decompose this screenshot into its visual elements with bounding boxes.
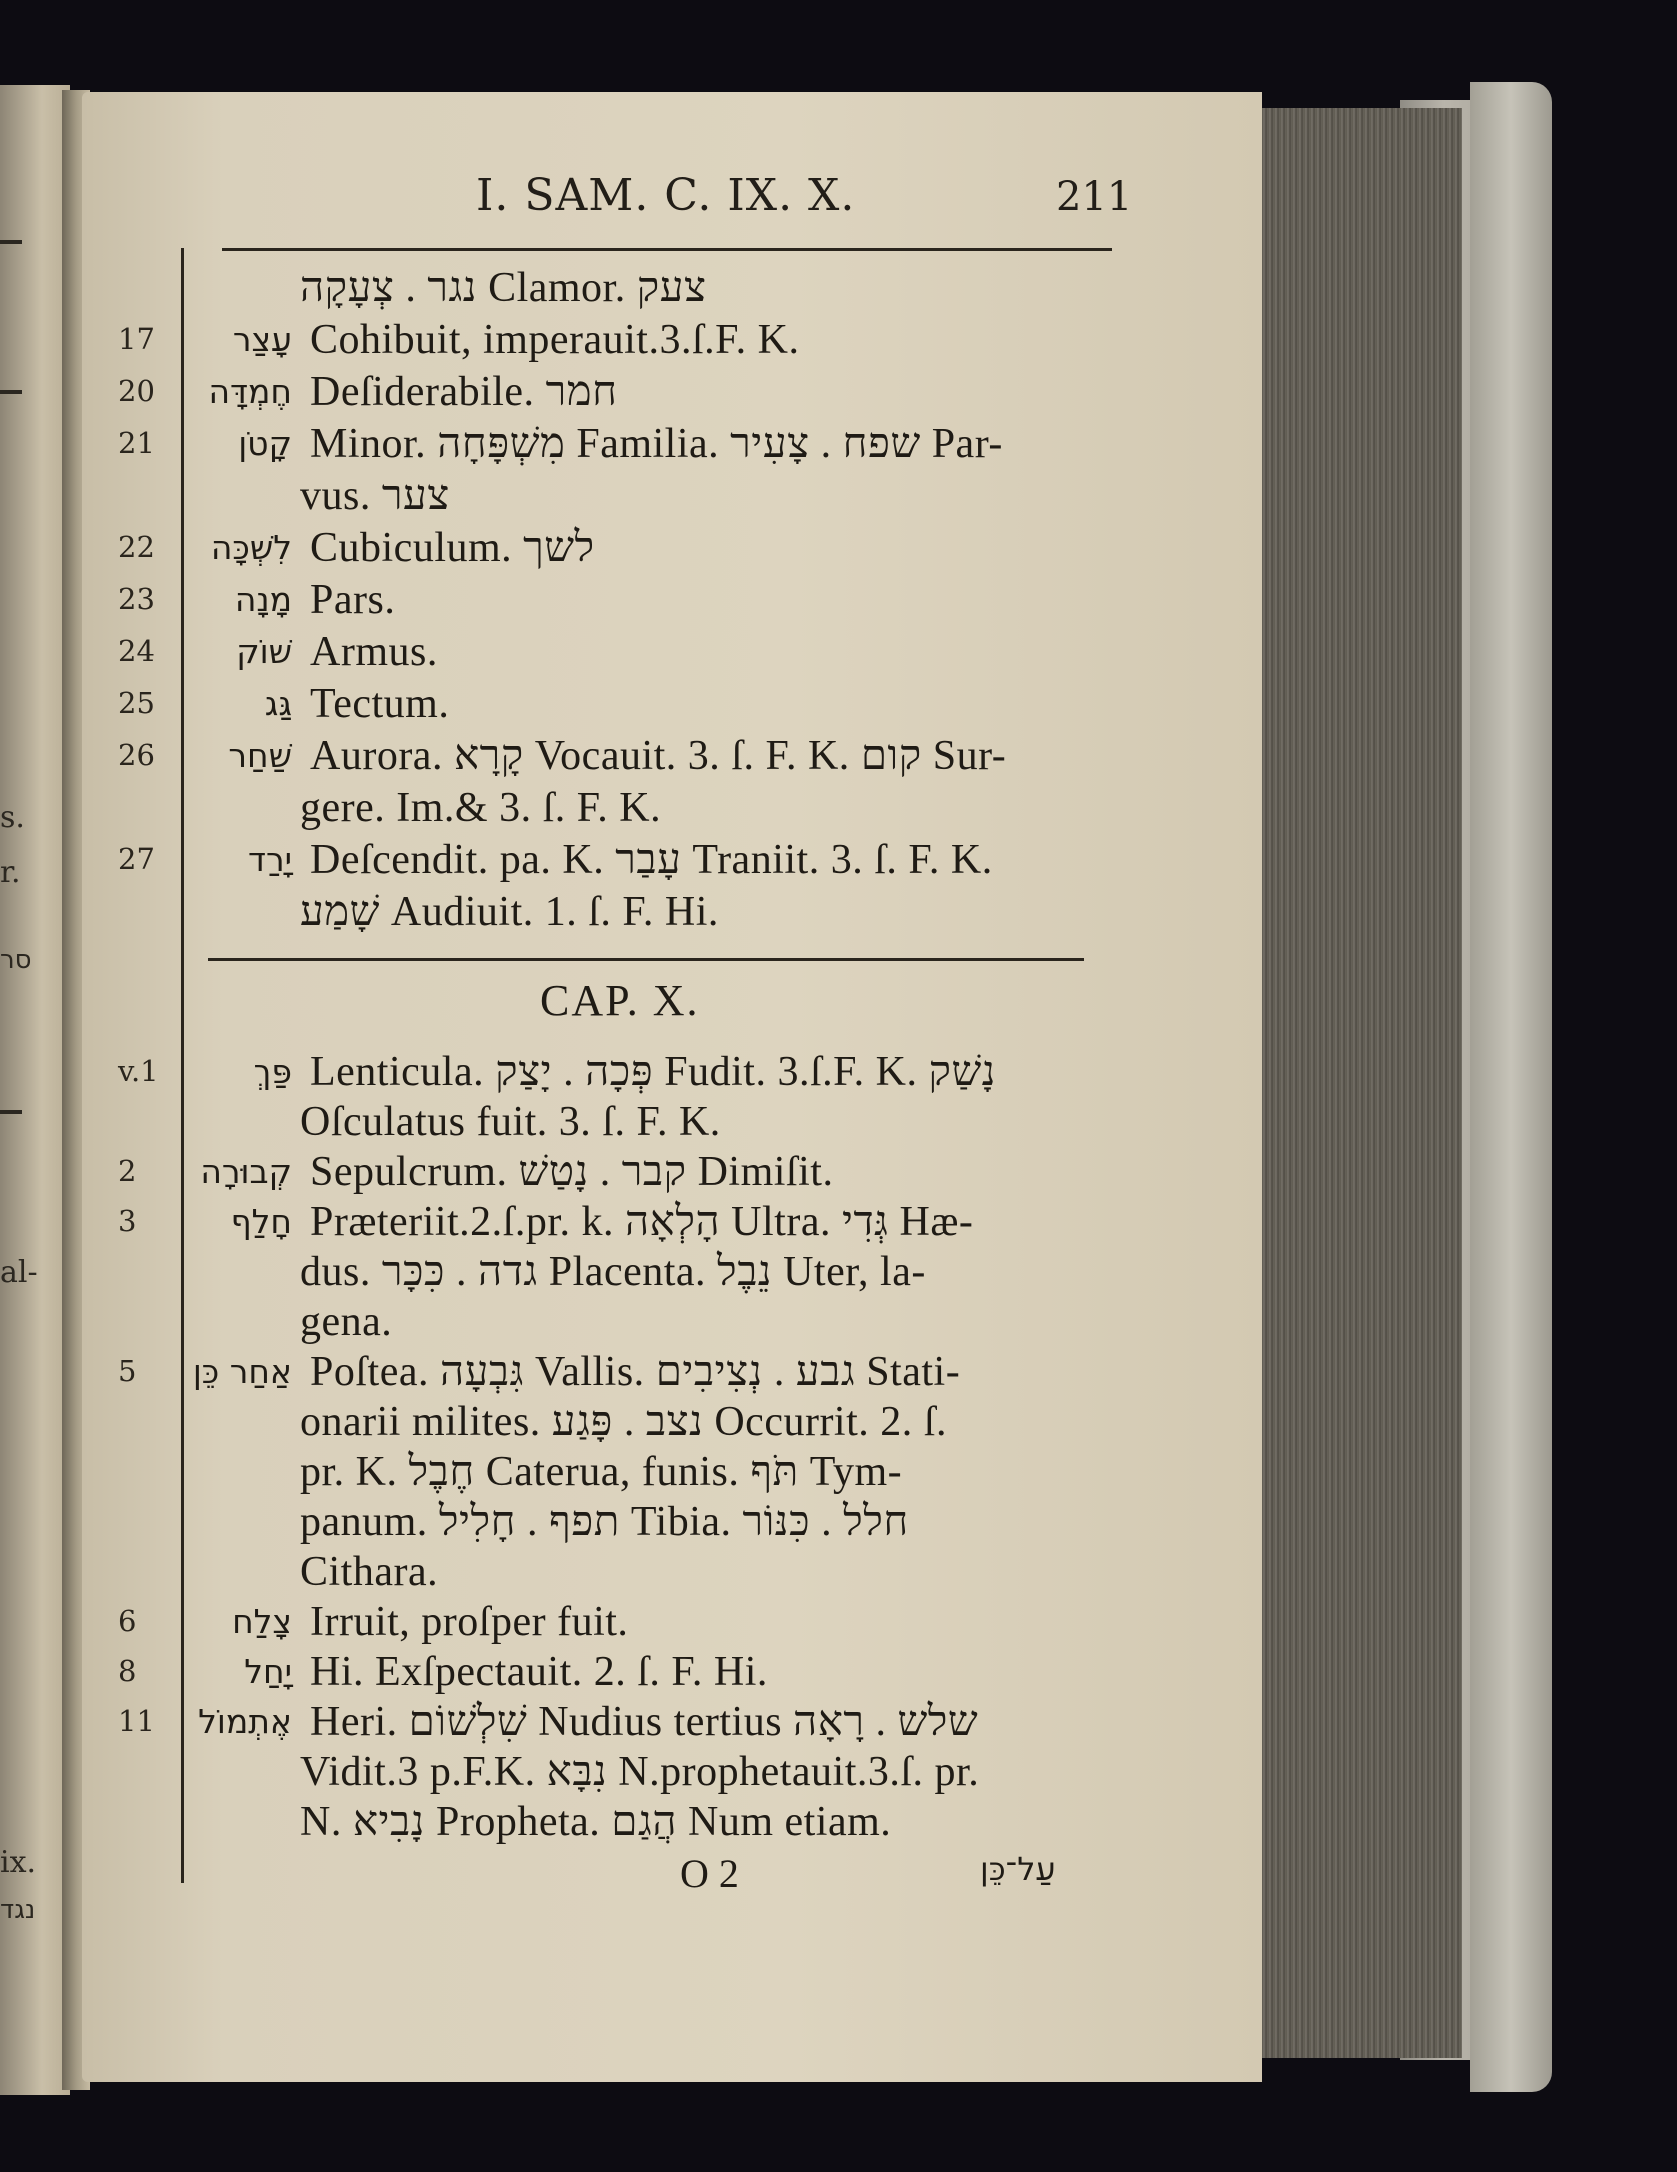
hebrew-headword: לִשְׁכָּה <box>210 528 292 567</box>
verse-number: 20 <box>118 374 155 408</box>
gloss-line: Vidit.3 p.F.K. נִבָּא N.prophetauit.3.ſ. pr. <box>300 1749 980 1795</box>
hebrew-headword: חָלַף <box>230 1202 292 1241</box>
verse-number: 22 <box>118 530 155 564</box>
verse-number: 26 <box>118 738 155 772</box>
hebrew-headword: קָטֹן <box>238 424 292 463</box>
verse-number: v.1 <box>118 1054 159 1088</box>
gloss-line: Heri. שִׁלְשׁוֹם Nudius tertius שלש . רָאָה <box>310 1699 979 1745</box>
header-rule <box>222 248 1112 251</box>
gloss-line: onarii milites. נצב . פָּגַע Occurrit. 2. ſ. <box>300 1399 947 1445</box>
gloss-line: vus. צער <box>300 473 450 519</box>
verse-number: 8 <box>118 1654 137 1688</box>
gloss-line: Cithara. <box>300 1549 439 1595</box>
hebrew-headword: שׁוֹק <box>236 632 292 671</box>
page-block-edges <box>1262 108 1462 2058</box>
gloss-line: Irruit, proſper fuit. <box>310 1599 629 1645</box>
gloss-line: Deſcendit. pa. K. עָבַר Traniit. 3. ſ. F. K. <box>310 837 993 883</box>
hebrew-headword: גַּג <box>264 684 292 723</box>
page-number: 211 <box>1056 174 1133 220</box>
gloss-line: Lenticula. פְּכָה . יָצַק Fudit. 3.ſ.F. K. נָשַׁק <box>310 1049 996 1095</box>
gloss-line: Aurora. קָרָא Vocauit. 3. ſ. F. K. קום Sur- <box>310 733 1007 779</box>
facing-page-fragment: סר <box>0 945 32 975</box>
verse-number: 6 <box>118 1604 137 1638</box>
facing-page-fragment: al- <box>0 1255 38 1290</box>
facing-page-fragment: ix. <box>0 1845 37 1880</box>
gloss-line: Oſculatus fuit. 3. ſ. F. K. <box>300 1099 721 1145</box>
verse-number: 17 <box>118 322 155 356</box>
hebrew-headword: פַּךְ <box>253 1052 292 1091</box>
hebrew-headword: יָרַד <box>247 840 292 879</box>
verse-number: 3 <box>118 1204 137 1238</box>
gloss-line: gere. Im.& 3. ſ. F. K. <box>300 785 662 831</box>
facing-page-fragment: נגד <box>0 1895 36 1925</box>
catchword: עַל־כֵּן <box>980 1850 1056 1888</box>
facing-page-fragment: r. <box>0 855 21 890</box>
hebrew-headword: עָצַר <box>232 320 292 359</box>
gloss-line: Pars. <box>310 577 396 623</box>
facing-page-rule <box>0 390 22 394</box>
hebrew-headword: יָחַל <box>244 1652 292 1691</box>
verse-number: 25 <box>118 686 155 720</box>
verse-number: 21 <box>118 426 155 460</box>
verse-number: 2 <box>118 1154 137 1188</box>
hebrew-headword: אֶתְמוֹל <box>198 1702 292 1741</box>
running-title: I. SAM. C. IX. X. <box>476 170 856 221</box>
gloss-line: שָׁמַע Audiuit. 1. ſ. F. Hi. <box>300 889 719 935</box>
gloss-line: Armus. <box>310 629 438 675</box>
hebrew-headword: צָלַח <box>232 1602 292 1641</box>
facing-page-rule <box>0 240 22 244</box>
facing-page-edge <box>0 85 70 2095</box>
hebrew-headword: קְבוּרָה <box>200 1152 292 1191</box>
facing-page-rule <box>0 1110 22 1114</box>
verse-number: 11 <box>118 1704 155 1738</box>
gloss-line: gena. <box>300 1299 393 1345</box>
hebrew-headword: חֶמְדָּה <box>208 372 292 411</box>
gloss-line: Cubiculum. לשך <box>310 525 595 571</box>
gloss-line: pr. K. חֶבֶל Caterua, funis. תֹּף Tym- <box>300 1449 903 1495</box>
gloss-line: Præteriit.2.ſ.pr. k. הָלְאָה Ultra. גְּדִי Hæ- <box>310 1199 974 1245</box>
gloss-line: N. נָבִיא Propheta. הֲגַם Num etiam. <box>300 1799 892 1845</box>
gloss-line: Tectum. <box>310 681 450 727</box>
signature-mark: O 2 <box>680 1851 739 1896</box>
verse-number: 5 <box>118 1354 137 1388</box>
gloss-line: Sepulcrum. קבר . נָטַשׁ Dimiſit. <box>310 1149 834 1195</box>
gloss-line: dus. גדה . כִּכָּר Placenta. נֵבֶל Uter, la- <box>300 1249 926 1295</box>
gloss-line: Minor. מִשְׁפָּחָה Familia. שפח . צָעִיר Par- <box>310 421 1003 467</box>
hebrew-headword: שַׁחַר <box>228 736 292 775</box>
gloss-line: panum. תפף . חָלִיל Tibia. חלל . כִּנּוֹר <box>300 1499 909 1545</box>
verse-number: 24 <box>118 634 155 668</box>
column-rule <box>181 248 184 1883</box>
verse-number: 27 <box>118 842 155 876</box>
gloss-line: Hi. Exſpectauit. 2. ſ. F. Hi. <box>310 1649 768 1695</box>
verse-number: 23 <box>118 582 155 616</box>
chapter-title: CAP. X. <box>540 976 700 1025</box>
facing-page-fragment: s. <box>0 800 25 835</box>
vellum-cover <box>1470 82 1552 2092</box>
hebrew-headword: מָנָה <box>234 580 292 619</box>
hebrew-headword: אַחַר כֵּן <box>192 1352 292 1391</box>
gloss-line: Deſiderabile. חמר <box>310 369 618 415</box>
gloss-line: נגר . צְעָקָה Clamor. צעק <box>300 265 707 311</box>
gloss-line: Cohibuit, imperauit.3.ſ.F. K. <box>310 317 800 363</box>
gloss-line: Poſtea. גִּבְעָה Vallis. גבע . נְצִיבִים Stati- <box>310 1349 961 1395</box>
chapter-divider-rule <box>208 958 1084 961</box>
